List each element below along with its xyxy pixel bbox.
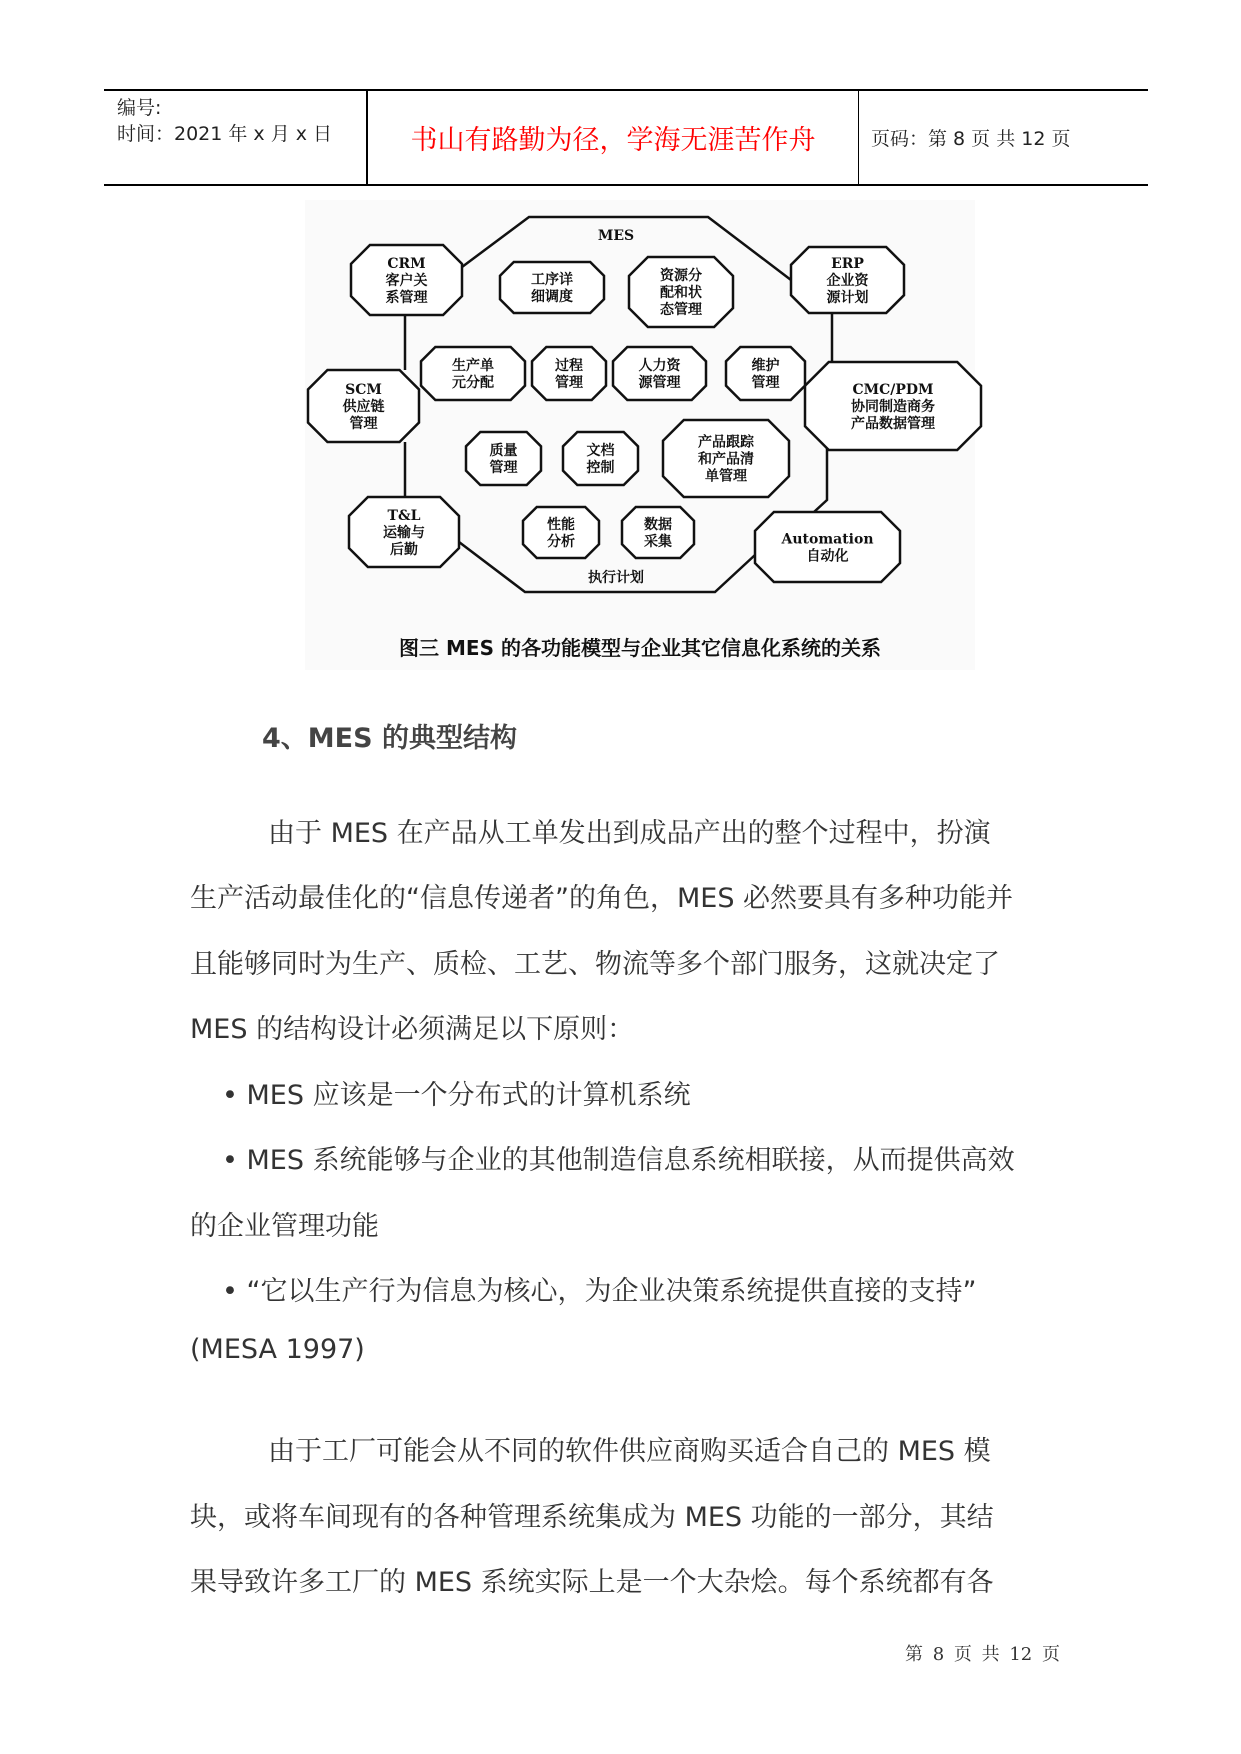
diagram-node-label: 配和状 bbox=[660, 284, 702, 301]
diagram-node-label: 管理 bbox=[349, 415, 378, 432]
diagram-node-label: 性能 bbox=[547, 516, 575, 533]
paragraph-line: 的企业管理功能 bbox=[190, 1211, 379, 1242]
diagram-node-label: 和产品清 bbox=[698, 451, 754, 468]
header-page-number: 页码：第 8 页 共 12 页 bbox=[871, 128, 1071, 150]
diagram-node-label: 控制 bbox=[586, 459, 615, 476]
paragraph-line: 由于工厂可能会从不同的软件供应商购买适合自己的 MES 模 bbox=[268, 1436, 991, 1467]
diagram-node-label: 管理 bbox=[751, 374, 780, 391]
diagram-caption: 图三 MES 的各功能模型与企业其它信息化系统的关系 bbox=[399, 636, 881, 660]
diagram-node-label: 后勤 bbox=[390, 541, 418, 558]
paragraph-line: 生产活动最佳化的“信息传递者”的角色，MES 必然要具有多种功能并 bbox=[190, 883, 1014, 914]
diagram-node-label: CMC/PDM bbox=[852, 381, 934, 398]
bullet-item: • MES 应该是一个分布式的计算机系统 bbox=[222, 1080, 691, 1111]
diagram-node-label: 管理 bbox=[489, 459, 518, 476]
paragraph-line: 果导致许多工厂的 MES 系统实际上是一个大杂烩。每个系统都有各 bbox=[190, 1567, 994, 1598]
diagram-node-label: 企业资 bbox=[826, 272, 869, 289]
diagram-node-label: 管理 bbox=[555, 374, 583, 391]
header-info-cell bbox=[104, 91, 368, 184]
diagram-node-label: 源计划 bbox=[826, 289, 869, 306]
diagram-node-label: 产品跟踪 bbox=[698, 434, 754, 451]
document-time-label: 时间：2021 年 x 月 x 日 bbox=[117, 123, 333, 145]
diagram-node-label: 系管理 bbox=[385, 289, 428, 306]
diagram-node-label: 维护 bbox=[751, 357, 780, 374]
document-number-label: 编号: bbox=[117, 97, 162, 119]
paragraph-line: 由于 MES 在产品从工单发出到成品产出的整个过程中，扮演 bbox=[268, 818, 991, 849]
page-header bbox=[104, 89, 1148, 186]
diagram-node-label: Automation bbox=[781, 531, 874, 548]
diagram-node-label: SCM bbox=[345, 381, 382, 398]
mes-diagram bbox=[290, 200, 990, 670]
execution-plan-label: 执行计划 bbox=[588, 570, 644, 586]
diagram-node-label: 工序详 bbox=[531, 271, 573, 288]
bullet-item: • MES 系统能够与企业的其他制造信息系统相联接，从而提供高效 bbox=[222, 1145, 1015, 1176]
diagram-node-label: 态管理 bbox=[660, 301, 702, 318]
diagram-node-label: T&L bbox=[387, 507, 421, 524]
paragraph-line: (MESA 1997) bbox=[190, 1334, 365, 1365]
diagram-node-label: 文档 bbox=[586, 442, 615, 459]
section-heading: 4、MES 的典型结构 bbox=[262, 723, 517, 754]
diagram-node-label: 单管理 bbox=[705, 468, 747, 485]
page-footer: 第 8 页 共 12 页 bbox=[905, 1644, 1060, 1665]
diagram-node-label: 运输与 bbox=[383, 524, 425, 541]
diagram-node-label: 客户关 bbox=[385, 272, 428, 289]
diagram-node-label: 生产单 bbox=[452, 357, 494, 374]
paragraph-line: 且能够同时为生产、质检、工艺、物流等多个部门服务，这就决定了 bbox=[190, 949, 1000, 980]
diagram-node-label: 人力资 bbox=[638, 357, 681, 374]
diagram-node-label: 过程 bbox=[555, 357, 583, 374]
diagram-node-label: 质量 bbox=[489, 442, 518, 459]
bullet-item: • “它以生产行为信息为核心，为企业决策系统提供直接的支持” bbox=[222, 1276, 977, 1307]
header-motto: 书山有路勤为径，学海无涯苦作舟 bbox=[368, 91, 859, 184]
diagram-node-label: ERP bbox=[831, 255, 864, 272]
paragraph-line: 块，或将车间现有的各种管理系统集成为 MES 功能的一部分，其结 bbox=[190, 1502, 994, 1533]
diagram-node-label: 元分配 bbox=[452, 374, 494, 391]
diagram-node-label: 协同制造商务 bbox=[851, 398, 935, 415]
diagram-node-label: 供应链 bbox=[342, 398, 385, 415]
mes-diagram-svg bbox=[290, 200, 990, 670]
diagram-node-label: 采集 bbox=[644, 533, 672, 550]
diagram-node-label: 自动化 bbox=[806, 548, 849, 565]
mes-label: MES bbox=[597, 228, 635, 244]
diagram-node-label: 源管理 bbox=[638, 374, 681, 391]
diagram-node-label: 资源分 bbox=[660, 267, 702, 284]
diagram-node-label: 分析 bbox=[547, 533, 575, 550]
diagram-node-label: 细调度 bbox=[531, 288, 573, 305]
diagram-node-label: 数据 bbox=[644, 516, 672, 533]
paragraph-line: MES 的结构设计必须满足以下原则： bbox=[190, 1014, 635, 1045]
diagram-node-label: CRM bbox=[387, 255, 426, 272]
diagram-node-label: 产品数据管理 bbox=[851, 415, 935, 432]
